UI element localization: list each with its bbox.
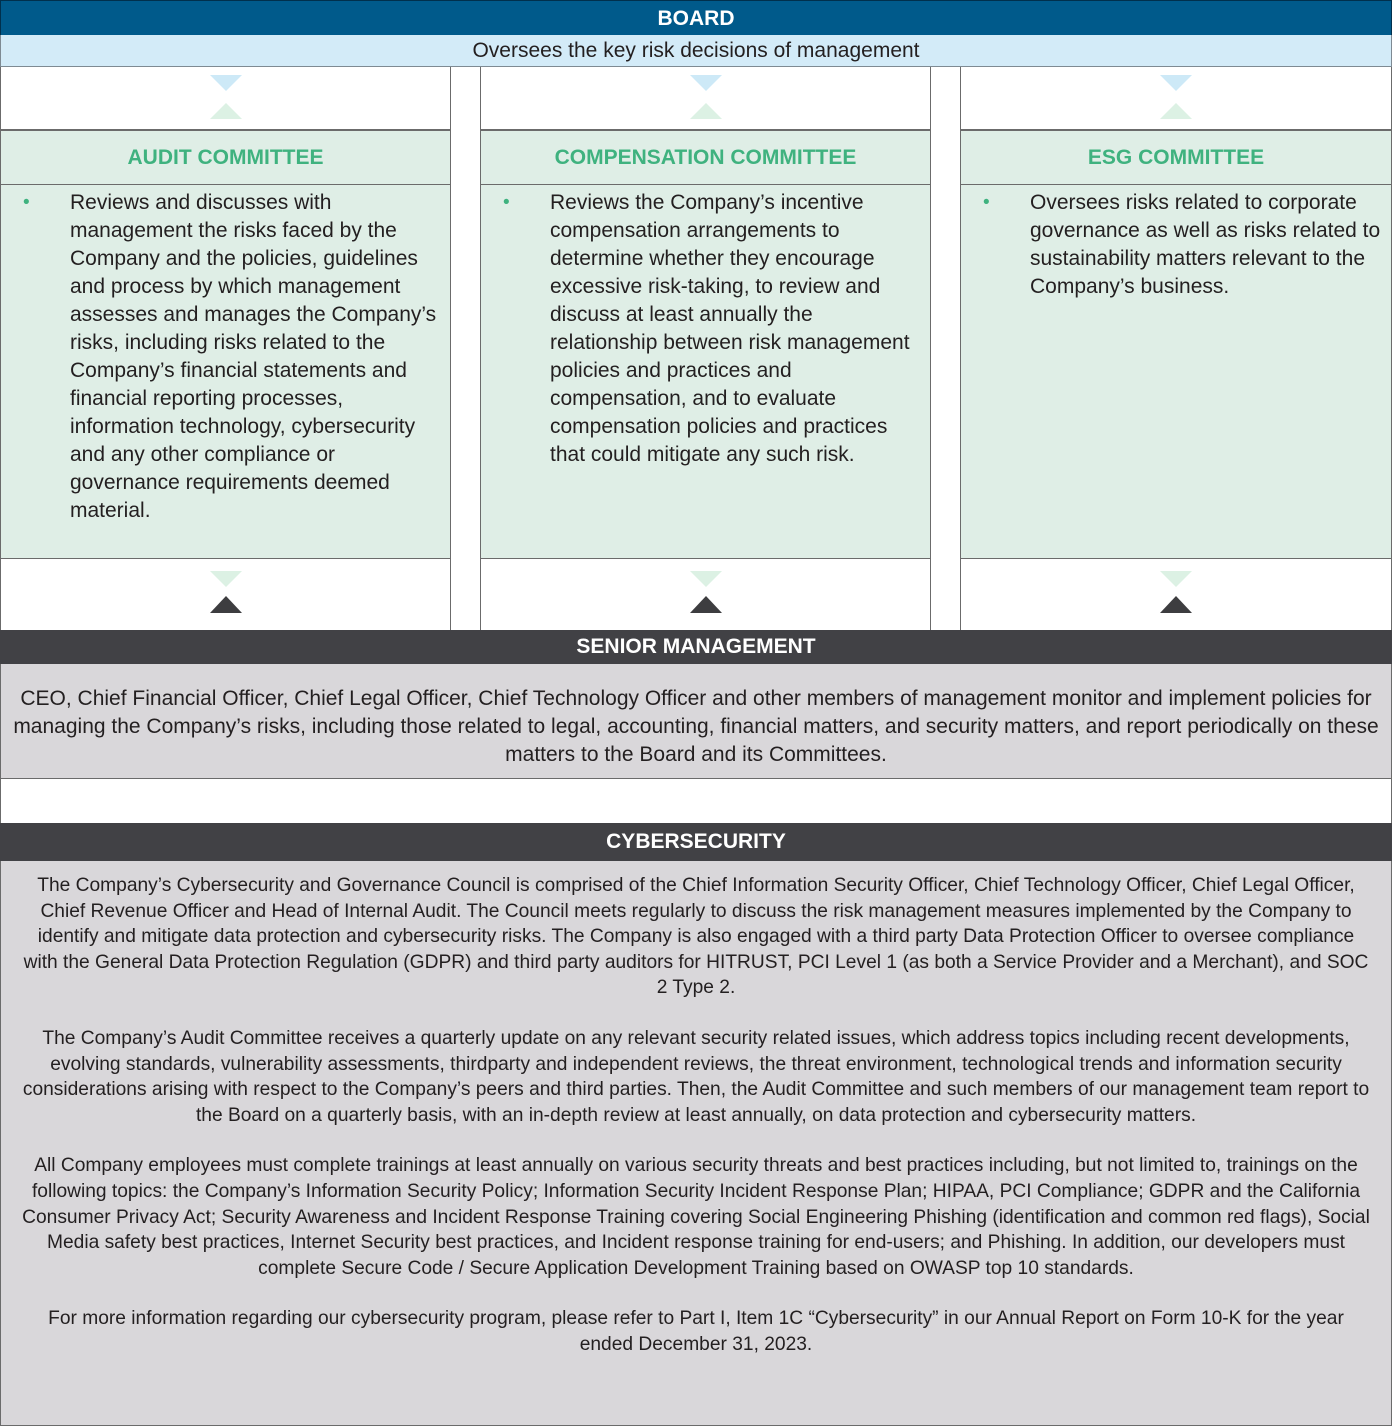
compensation-bottom-connector (481, 559, 930, 631)
arrow-down-icon (210, 75, 242, 91)
esg-top-connector (961, 67, 1391, 130)
cybersecurity-body (0, 861, 1392, 1426)
board-subtitle: Oversees the key risk decisions of management (0, 35, 1392, 67)
compensation-committee-column (480, 67, 931, 630)
board-title: BOARD (657, 7, 735, 30)
cybersecurity-paragraph-4: For more information regarding our cybersecurity program, please refer to Part I, Item 1C “Cybersecurity” in our Annual Report on Form 10-K for the year ended December 31, 2023. (48, 1308, 1344, 1355)
arrow-down-icon (210, 571, 242, 587)
bullet-icon: • (503, 192, 510, 213)
compensation-committee-body (481, 185, 930, 559)
arrow-down-icon (1160, 75, 1192, 91)
arrow-down-icon (690, 571, 722, 587)
senior-management-body (0, 664, 1392, 779)
arrow-down-icon (690, 75, 722, 91)
senior-management-header: SENIOR MANAGEMENT (0, 630, 1392, 664)
cybersecurity-paragraph-3: All Company employees must complete trainings at least annually on various security threats and best practices including, but not limited to, trainings on the following topics: the Company’s Information Security Policy; Information Security Incident Response Plan; HIPAA, PCI Compliance; GDPR and the California Consumer Privacy Act; Security Awareness and Incident Response Training covering Social Engineering Phishing (identification and common red flags), Social Media safety best practices, Internet Security best practices, and Incident response training for end-users; and Phishing. In addition, our developers must complete Secure Code / Secure Application Development Training based on OWASP top 10 standards. (22, 1155, 1370, 1279)
arrow-up-icon (690, 596, 722, 613)
bullet-icon: • (983, 192, 990, 213)
audit-committee-column (0, 67, 451, 630)
section-spacer (0, 779, 1392, 823)
arrow-up-icon (690, 103, 722, 119)
compensation-committee-text: Reviews the Company’s incentive compensation arrangements to determine whether they encourage excessive risk-taking, to review and discuss at least annually the relationship between risk management policies and practices and compensation, and to evaluate compensation policies and practices that could mitigate any such risk. (550, 191, 910, 466)
cybersecurity-paragraph-2: The Company’s Audit Committee receives a quarterly update on any relevant security related issues, which address topics including recent developments, evolving standards, vulnerability assessments, thirdparty and independent reviews, the threat environment, technological trends and information security considerations arising with respect to the Company’s peers and third parties. Then, the Audit Committee and such members of our management team report to the Board on a quarterly basis, with an in-depth review at least annually, on data protection and cybersecurity matters. (22, 1027, 1370, 1126)
audit-bottom-connector (1, 559, 450, 631)
compensation-committee-title: COMPENSATION COMMITTEE (481, 130, 930, 185)
bullet-icon: • (23, 192, 30, 213)
arrow-up-icon (210, 103, 242, 119)
board-header (0, 0, 1392, 36)
audit-committee-body (1, 185, 450, 559)
esg-committee-title: ESG COMMITTEE (961, 130, 1391, 185)
audit-committee-text: Reviews and discusses with management the risks faced by the Company and the policies, guidelines and process by which management assesses and manages the Company’s risks, including risks related to the Company’s financial statements and financial reporting processes, information technology, cybersecurity and any other compliance or governance requirements deemed material. (70, 191, 437, 522)
audit-top-connector (1, 67, 450, 130)
audit-committee-title: AUDIT COMMITTEE (1, 130, 450, 185)
esg-bottom-connector (961, 559, 1391, 631)
arrow-up-icon (1160, 103, 1192, 119)
esg-committee-text: Oversees risks related to corporate governance as well as risks related to sustainability matters relevant to the Company’s business. (1030, 191, 1381, 298)
cybersecurity-paragraph-1: The Company’s Cybersecurity and Governance Council is comprised of the Chief Information Security Officer, Chief Technology Officer, Chief Legal Officer, Chief Revenue Officer and Head of Internal Audit. The Council meets regularly to discuss the risk management measures implemented by the Company to identify and mitigate data protection and cybersecurity risks. The Company is also engaged with a third party Data Protection Officer to oversee compliance with the General Data Protection Regulation (GDPR) and third party auditors for HITRUST, PCI Level 1 (as both a Service Provider and a Merchant), and SOC 2 Type 2. (23, 875, 1369, 999)
arrow-down-icon (1160, 571, 1192, 587)
compensation-top-connector (481, 67, 930, 130)
arrow-up-icon (1160, 596, 1192, 613)
arrow-up-icon (210, 596, 242, 613)
cybersecurity-header: CYBERSECURITY (0, 823, 1392, 861)
esg-committee-column (960, 67, 1392, 630)
senior-management-text: CEO, Chief Financial Officer, Chief Legal Officer, Chief Technology Officer and other members of management monitor and implement policies for managing the Company’s risks, including those related to legal, accounting, financial matters, and security matters, and report periodically on these matters to the Board and its Committees. (13, 687, 1379, 766)
esg-committee-body (961, 185, 1391, 559)
